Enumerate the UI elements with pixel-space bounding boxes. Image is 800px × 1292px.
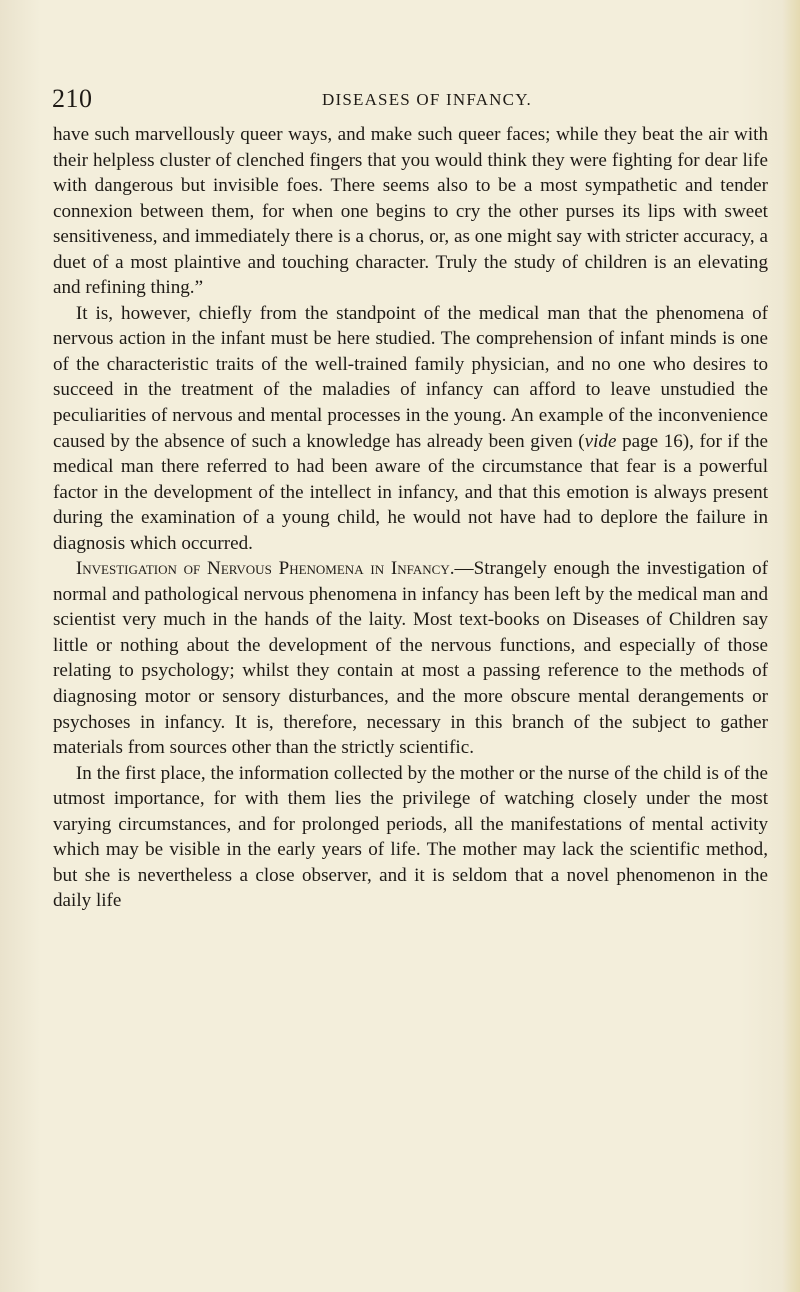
- page-edge-shadow: [782, 0, 800, 1292]
- page-header: [0, 84, 800, 114]
- paragraph-text: have such marvellously queer ways, and make such queer faces; while they beat the air with their helpless cluster of clenched fingers that you would think they were fighting for dear life with dangerous but invisible foes. There seems also to be a most sympathetic and tender connexion between them, for when one begins to cry the other purses its lips with sweet sensitiveness, and immediately there is a chorus, or, as one might say with stricter accuracy, a duet of a most plaintive and touching character. Truly the study of children is an elevating and refining thing.”: [53, 124, 768, 299]
- body-text: [53, 122, 768, 914]
- paragraph-text: In the first place, the information collected by the mother or the nurse of the child is of the utmost importance, for with them lies the privilege of watching closely under the most varying circumstances, and for prolonged periods, all the manifestations of mental activity which may be visible in the early years of life. The mother may lack the scientific method, but she is nevertheless a close observer, and it is seldom that a novel phenomenon in the daily life: [53, 762, 768, 912]
- paragraph: [53, 301, 768, 556]
- paragraph-continued: [53, 122, 768, 301]
- paragraph-text: page 16), for if the medical man there referred to had been aware of the circumstance that fear is a powerful factor in the development of the intellect in infancy, and that this emotion is always present during the examination of a young child, he would not have had to deplore the failure in diagnosis which occurred.: [53, 430, 769, 554]
- paragraph: [53, 556, 768, 760]
- paragraph-text: —Strangely enough the investigation of normal and pathological nervous phenomena in infancy has been left by the medical man and scientist very much in the hands of the laity. Most text-books on Diseases of Children say little or nothing about the development of the nervous functions, and especially of those relating to psychology; whilst they contain at most a passing reference to the methods of diagnosing motor or sensory disturbances, and the more obscure mental derangements or psychoses in infancy. It is, therefore, necessary in this branch of the subject to gather materials from sources other than the strictly scientific.: [53, 558, 768, 759]
- italic-reference: vide: [584, 430, 617, 452]
- paragraph: [53, 761, 768, 914]
- page-number: 210: [52, 84, 93, 113]
- section-heading: Investigation of Nervous Phenomena in Infancy.: [75, 558, 455, 580]
- paragraph-text: It is, however, chiefly from the standpoint of the medical man that the phenomena of nervous action in the infant must be here studied. The comprehension of infant minds is one of the characteristic traits of the well-trained family physician, and no one who desires to succeed in the treatment of the maladies of infancy can afford to leave unstudied the peculiarities of nervous and mental processes in the young. An example of the inconvenience caused by the absence of such a knowledge has already been given (: [53, 302, 768, 452]
- running-title: DISEASES OF INFANCY.: [322, 90, 532, 109]
